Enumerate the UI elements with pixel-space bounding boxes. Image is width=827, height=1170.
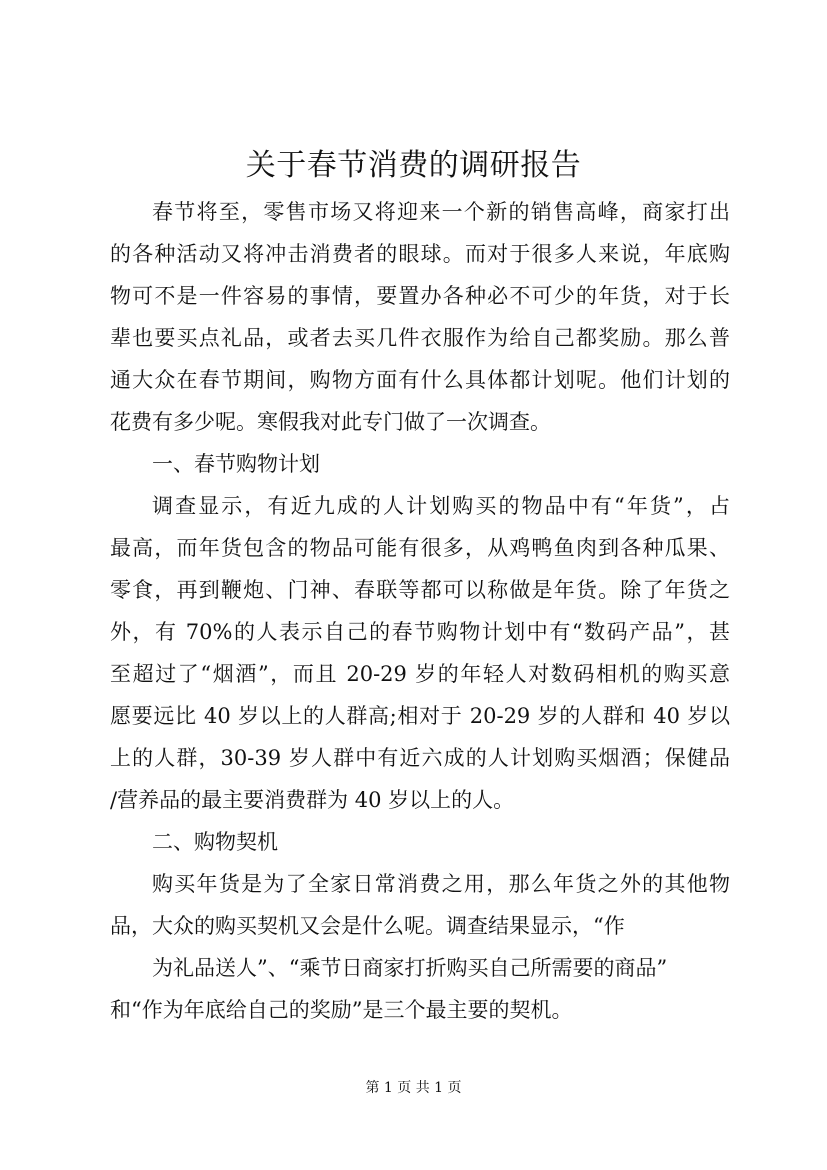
document-title: 关于春节消费的调研报告 bbox=[245, 148, 582, 183]
paragraph-line: 品，大众的购买契机又会是什么呢。调查结果显示，“作 bbox=[110, 914, 625, 938]
section-heading: 一、春节购物计划 bbox=[152, 452, 320, 476]
paragraph-line: 辈也要买点礼品，或者去买几件衣服作为给自己都奖励。那么普 bbox=[110, 326, 730, 350]
paragraph-line: 的各种活动又将冲击消费者的眼球。而对于很多人来说，年底购 bbox=[110, 242, 730, 266]
page-footer: 第 1 页 共 1 页 bbox=[365, 1080, 462, 1096]
paragraph-line: 通大众在春节期间，购物方面有什么具体都计划呢。他们计划的 bbox=[110, 368, 730, 392]
paragraph-line: 花费有多少呢。寒假我对此专门做了一次调查。 bbox=[110, 410, 551, 434]
paragraph-line: 物可不是一件容易的事情，要置办各种必不可少的年货，对于长 bbox=[110, 284, 730, 308]
paragraph-line: 至超过了“烟酒”，而且 20-29 岁的年轻人对数码相机的购买意 bbox=[110, 662, 730, 686]
paragraph-line: 春节将至，零售市场又将迎来一个新的销售高峰，商家打出 bbox=[152, 200, 730, 224]
paragraph-line: 零食，再到鞭炮、门神、春联等都可以称做是年货。除了年货之 bbox=[110, 578, 730, 602]
paragraph-line: 和“作为年底给自己的奖励”是三个最主要的契机。 bbox=[110, 998, 573, 1022]
paragraph-line: 购买年货是为了全家日常消费之用，那么年货之外的其他物 bbox=[152, 872, 730, 896]
paragraph-line: 上的人群，30-39 岁人群中有近六成的人计划购买烟酒；保健品 bbox=[110, 746, 730, 770]
paragraph-line: 外，有 70%的人表示自己的春节购物计划中有“数码产品”，甚 bbox=[110, 620, 730, 644]
paragraph-line: 为礼品送人”、“乘节日商家打折购买自己所需要的商品” bbox=[152, 956, 668, 980]
section-heading: 二、购物契机 bbox=[152, 830, 278, 854]
paragraph-line: /营养品的最主要消费群为 40 岁以上的人。 bbox=[110, 788, 515, 812]
paragraph-line: 愿要远比 40 岁以上的人群高;相对于 20-29 岁的人群和 40 岁以 bbox=[110, 704, 730, 728]
paragraph-line: 最高，而年货包含的物品可能有很多，从鸡鸭鱼肉到各种瓜果、 bbox=[110, 536, 730, 560]
paragraph-line: 调查显示，有近九成的人计划购买的物品中有“年货”，占 bbox=[152, 494, 730, 518]
